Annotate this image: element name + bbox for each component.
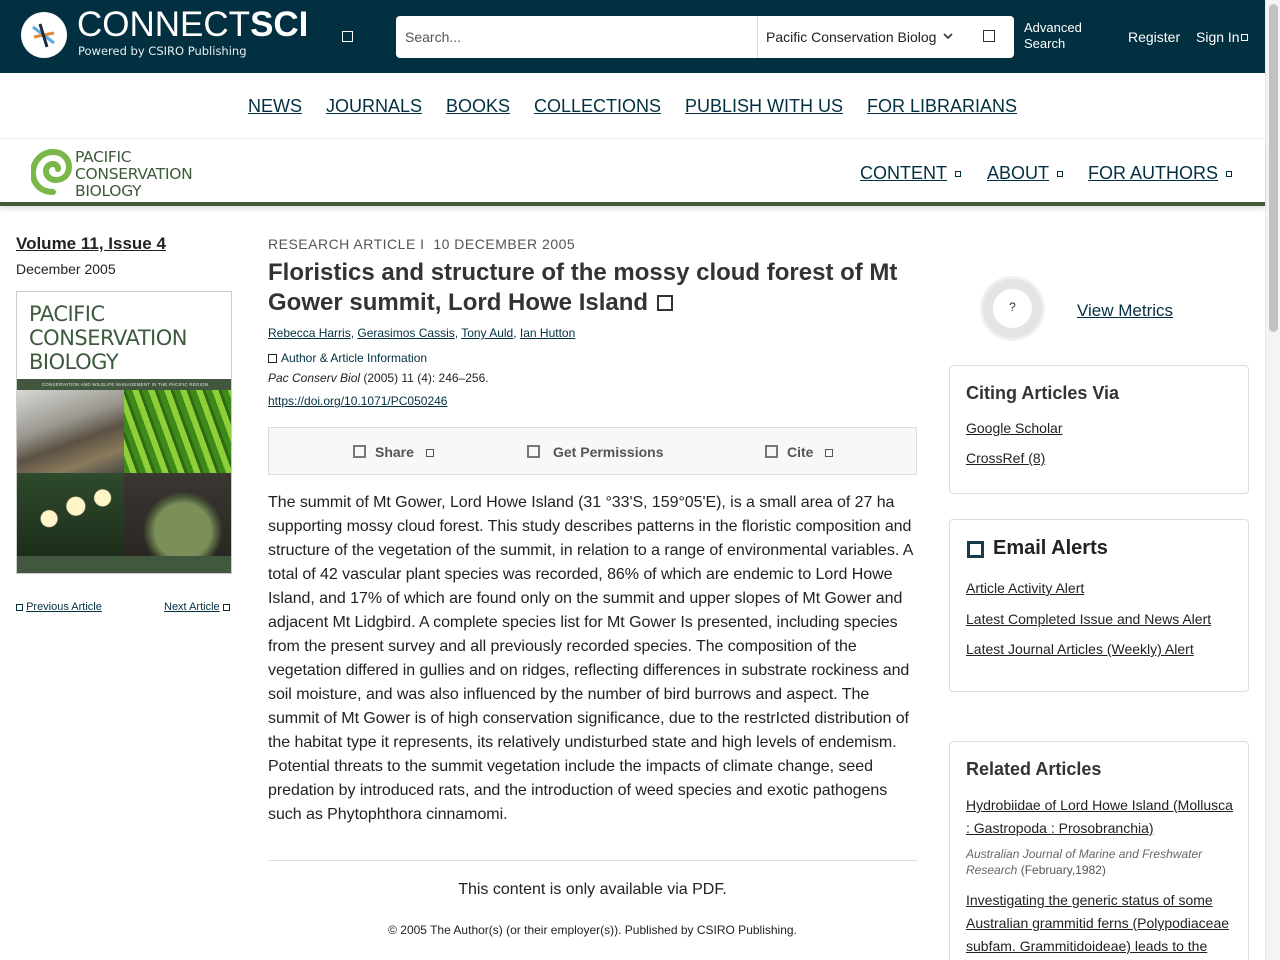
logo-line3: BIOLOGY xyxy=(75,182,142,200)
author-info-label: Author & Article Information xyxy=(281,351,428,365)
next-article[interactable] xyxy=(164,601,230,613)
issue-volume-link[interactable]: Volume 11, Issue 4 xyxy=(16,234,166,253)
search-input[interactable] xyxy=(396,16,757,58)
scrollbar-thumb[interactable] xyxy=(1269,4,1278,332)
previous-article[interactable] xyxy=(16,601,102,613)
citation xyxy=(268,371,489,385)
share-icon[interactable] xyxy=(353,445,366,458)
chevron-down-icon[interactable] xyxy=(825,449,833,457)
envelope-icon xyxy=(967,541,984,558)
copyright: © 2005 The Author(s) (or their employer(s)). Published by CSIRO Publishing. xyxy=(388,923,797,937)
author-link[interactable]: Tony Auld xyxy=(461,326,514,340)
related-articles-title: Related Articles xyxy=(966,759,1102,779)
advanced-search-line2: Search xyxy=(1024,36,1066,51)
next-article-link[interactable]: Next Article xyxy=(164,601,220,613)
get-permissions-button[interactable]: Get Permissions xyxy=(553,444,664,460)
related-article-link[interactable]: Hydrobiidae of Lord Howe Island (Mollusca : Gastropoda : Prosobranchia) xyxy=(966,797,1233,836)
article-meta-line xyxy=(268,236,575,252)
advanced-search-line1: Advanced xyxy=(1024,20,1082,35)
turtle-photo xyxy=(17,390,124,473)
author-list: Rebecca Harris, Gerasimos Cassis, Tony Auld, Ian Hutton xyxy=(268,326,576,340)
related-article-link[interactable]: Investigating the generic status of some Australian grammitid ferns (Polypodiaceae subfam. Grammitidoideae) leads to the xyxy=(966,892,1230,954)
global-nav xyxy=(0,73,1265,139)
author-link[interactable]: Rebecca Harris xyxy=(268,326,351,340)
article-type: RESEARCH ARTICLE xyxy=(268,236,416,252)
cite-icon[interactable] xyxy=(765,445,778,458)
journal-header xyxy=(0,140,1265,206)
brand-wordmark[interactable] xyxy=(77,6,308,44)
cover-tagline: CONSERVATION AND WILDLIFE MANAGEMENT IN THE PACIFIC REGION xyxy=(17,379,232,390)
brand-light: CONNECT xyxy=(77,5,251,44)
cover-title-line1: PACIFIC xyxy=(29,302,105,326)
user-icon xyxy=(1241,34,1248,41)
nav-books[interactable]: BOOKS xyxy=(446,96,511,116)
nav-journals[interactable]: JOURNALS xyxy=(326,96,423,116)
flower-photo xyxy=(17,473,124,556)
divider xyxy=(268,860,917,861)
chevron-down-icon[interactable] xyxy=(1226,171,1232,177)
share-button[interactable]: Share xyxy=(375,444,414,460)
page-scrollbar[interactable] xyxy=(1265,0,1280,960)
expand-icon xyxy=(268,354,277,363)
arrow-right-icon xyxy=(223,604,230,611)
nav-news[interactable]: NEWS xyxy=(248,96,302,116)
article-title-text: Floristics and structure of the mossy cloud forest of Mt Gower summit, Lord Howe Island xyxy=(268,259,898,316)
email-alerts-title: Email Alerts xyxy=(993,537,1108,559)
sign-in-link[interactable] xyxy=(1196,29,1248,45)
previous-article-link[interactable]: Previous Article xyxy=(26,601,102,613)
chevron-down-icon[interactable] xyxy=(943,31,953,41)
abstract: The summit of Mt Gower, Lord Howe Island (31 °33'S, 159°05'E), is a small area of 27 ha supporting mossy cloud forest. This study describes patterns in the floristic composition and structure of the vegetation of the summit, in relation to a range of environmental variables. A total of 42 vascular plant species was recorded, 86% of which are endemic to Lord Howe Island, and 17% of which are found only on the summit and upper slopes of Mt Gower and adjacent Mt Lidgbird. A complete species list for Mt Gower Is presented, including species from the present survey and all previously recorded species. The composition of the vegetation differed in gullies and on ridges, reflecting differences in substrate rockiness and soil moisture, and was also influenced by the number of bird burrows and aspect. The summit of Mt Gower is of high conservation significance, due to the restrIcted distribution of the habitat type it represents, its relatively undisturbed state and high levels of endemism. Potential threats to the summit vegetation include the impacts of climate change, seed predation by introduced rats, and the introduction of weed species and exotic pathogens such as Phytophthora cinnamomi. xyxy=(268,494,913,823)
article-title xyxy=(268,258,918,318)
cover-title-line3: BIOLOGY xyxy=(29,350,119,374)
issue-cover-image[interactable] xyxy=(16,291,232,574)
arrow-left-icon xyxy=(16,604,23,611)
altmetric-score: ? xyxy=(1009,300,1016,314)
google-scholar-link[interactable]: Google Scholar xyxy=(966,420,1063,436)
cite-button[interactable]: Cite xyxy=(787,444,814,460)
journal-nav-content[interactable]: CONTENT xyxy=(860,163,947,183)
cover-title-line2: CONSERVATION xyxy=(29,326,187,350)
register-link[interactable]: Register xyxy=(1128,29,1181,45)
meta-separator: I xyxy=(420,236,425,252)
search-divider xyxy=(757,16,758,58)
cover-footer xyxy=(17,556,232,574)
weekly-articles-alert-link[interactable]: Latest Journal Articles (Weekly) Alert xyxy=(966,641,1194,657)
author-article-info-toggle[interactable] xyxy=(268,351,427,365)
citing-articles-card xyxy=(949,365,1249,494)
site-header xyxy=(0,0,1265,73)
related-article-source xyxy=(966,846,1236,878)
journal-nav-about[interactable]: ABOUT xyxy=(987,163,1050,183)
journal-logo-text xyxy=(75,149,192,200)
related-articles-card xyxy=(949,741,1249,960)
sign-in-label: Sign In xyxy=(1196,29,1240,45)
view-metrics-link[interactable]: View Metrics xyxy=(1077,301,1174,320)
brand-bold: SCI xyxy=(250,5,309,44)
author-link[interactable]: Gerasimos Cassis xyxy=(357,326,455,340)
search-bar xyxy=(396,16,1014,58)
fern-spiral-icon xyxy=(31,148,73,198)
nav-publish-with-us[interactable]: PUBLISH WITH US xyxy=(685,96,844,116)
related-journal: Australian Journal of Marine and Freshwater Research xyxy=(966,847,1203,877)
pdf-only-notice: This content is only available via PDF. xyxy=(458,881,727,898)
altmetric-badge-icon[interactable] xyxy=(980,276,1045,341)
fern-photo xyxy=(124,390,231,473)
connectsci-logo-icon[interactable] xyxy=(21,12,67,58)
open-access-icon xyxy=(657,295,673,311)
article-activity-alert-link[interactable]: Article Activity Alert xyxy=(966,580,1085,596)
nav-for-librarians[interactable]: FOR LIBRARIANS xyxy=(867,96,1018,116)
advanced-search-link[interactable] xyxy=(1024,20,1082,52)
citation-details: (2005) 11 (4): 246–256. xyxy=(360,371,489,385)
crossref-link[interactable]: CrossRef (8) xyxy=(966,450,1046,466)
logo-line1: PACIFIC xyxy=(75,148,132,166)
latest-issue-alert-link[interactable]: Latest Completed Issue and News Alert xyxy=(966,611,1212,627)
brand-subtitle: Powered by CSIRO Publishing xyxy=(78,44,247,58)
cover-title xyxy=(29,302,187,374)
permissions-icon[interactable] xyxy=(527,445,540,458)
doi-link[interactable]: https://doi.org/10.1071/PC050246 xyxy=(268,394,448,408)
article-date: 10 DECEMBER 2005 xyxy=(433,236,576,252)
issue-date: December 2005 xyxy=(16,261,116,277)
search-submit-icon[interactable] xyxy=(983,30,995,42)
chevron-down-icon[interactable] xyxy=(955,171,961,177)
journal-abbrev: Pac Conserv Biol xyxy=(268,371,361,385)
search-scope-select[interactable]: Pacific Conservation Biolog xyxy=(766,29,937,45)
menu-toggle-icon[interactable] xyxy=(342,31,353,42)
nav-collections[interactable]: COLLECTIONS xyxy=(534,96,662,116)
author-link[interactable]: Ian Hutton xyxy=(519,326,576,340)
chevron-down-icon[interactable] xyxy=(426,449,434,457)
email-alerts-card xyxy=(949,519,1249,692)
chevron-down-icon[interactable] xyxy=(1057,171,1063,177)
article-toolbar xyxy=(268,427,917,475)
journal-nav-for-authors[interactable]: FOR AUTHORS xyxy=(1088,163,1219,183)
parrot-photo xyxy=(124,473,231,556)
logo-line2: CONSERVATION xyxy=(75,165,193,183)
citing-articles-title: Citing Articles Via xyxy=(966,383,1120,403)
related-date: (February,1982) xyxy=(1017,863,1106,877)
